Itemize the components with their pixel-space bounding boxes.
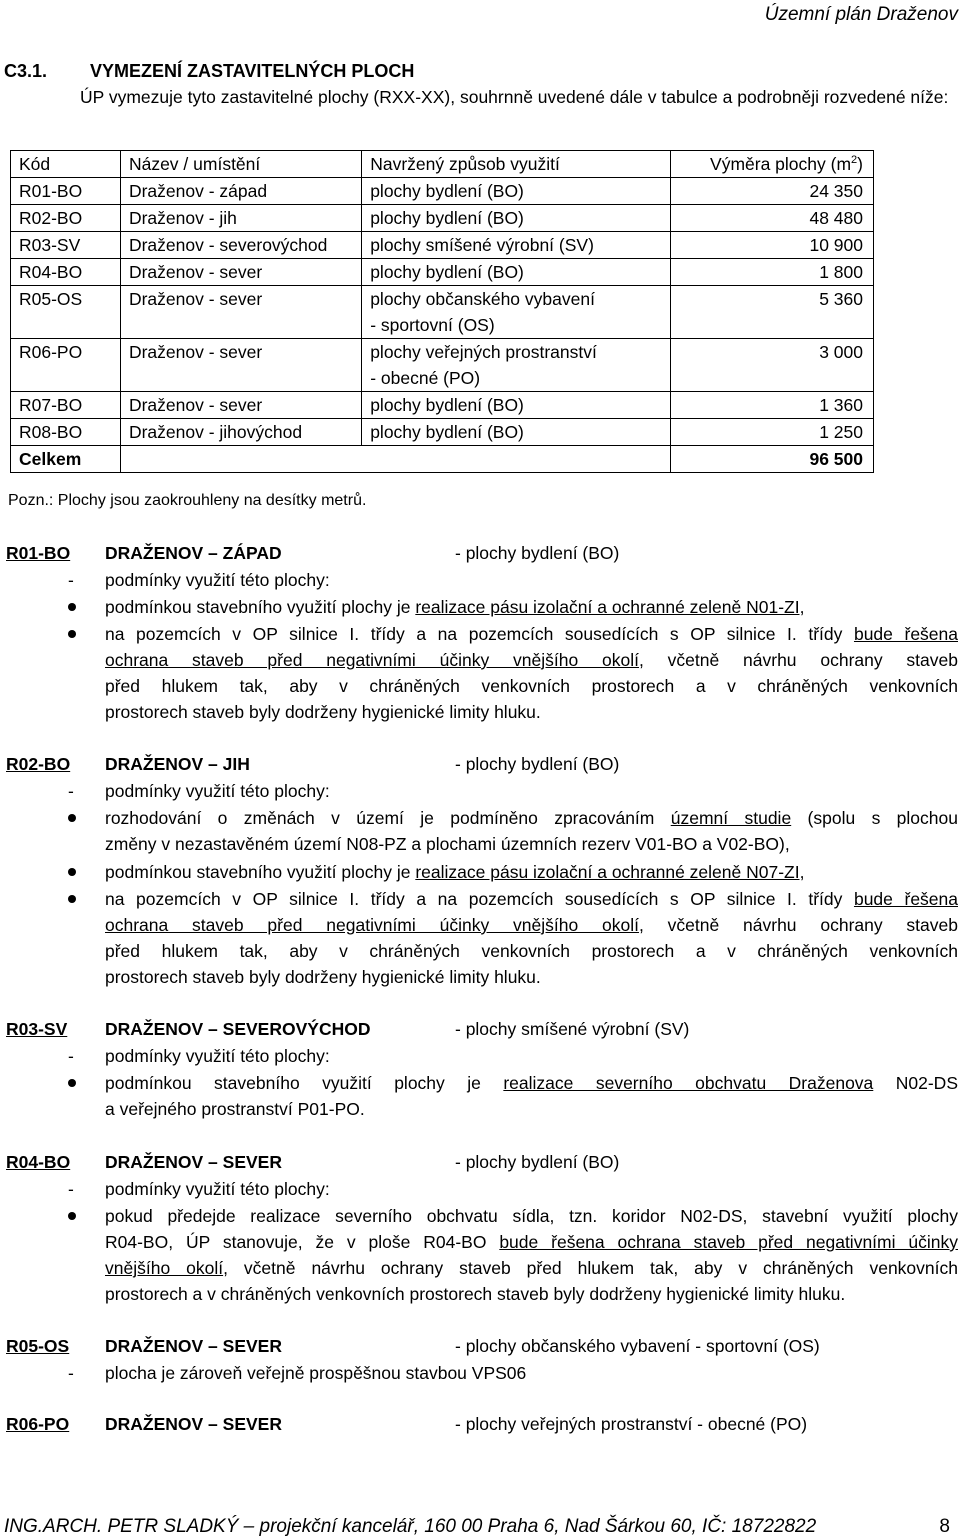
bullet-icon <box>68 805 78 815</box>
footer-text: ING.ARCH. PETR SLADKÝ – projekční kancelář, 160 00 Praha 6, Nad Šárkou 60, IČ: 18722822 <box>4 1516 817 1537</box>
total-spacer <box>120 446 670 473</box>
row-name: Draženov - sever <box>120 286 361 339</box>
r02-bullet-1: rozhodování o změnách v území je podmíněno zpracováním územní studie (spolu s plochou změny v nezastavěném území N08-PZ a plochami územních rezerv V01-BO a V02-BO), <box>105 808 958 854</box>
row-name: Draženov - sever <box>120 259 361 286</box>
r02-bullet-2: podmínkou stavebního využití plochy je realizace pásu izolační a ochranné zeleně N07-ZI, <box>105 862 805 882</box>
r04-bullet-1: pokud předejde realizace severního obchvatu sídla, tzn. koridor N02-DS, stavební využití plochy R04-BO, ÚP stanovuje, že v ploše R04-BO bude řešena ochrana staveb před negativními účinky vnějšího okolí, včetně návrhu ochrany staveb před hlukem tak, aby v chráněných venkovních prostorech a v chráněných venkovních prostorech staveb byly dodrženy hygienické limity hluku. <box>105 1206 958 1304</box>
header-name: Název / umístění <box>120 151 361 178</box>
r01-use: - plochy bydlení (BO) <box>455 543 620 563</box>
row-use: plochy smíšené výrobní (SV) <box>362 232 671 259</box>
row-use: plochy bydlení (BO) <box>362 259 671 286</box>
row-code: R04-BO <box>11 259 121 286</box>
r02-code: R02-BO <box>6 754 71 774</box>
document-title: Územní plán Draženov <box>764 4 958 25</box>
r05-use: - plochy občanského vybavení - sportovní (OS) <box>455 1336 820 1356</box>
header-area: Výměra plochy $(m^2)$ <box>670 151 873 178</box>
bullet-icon <box>68 621 78 631</box>
r03-code: R03-SV <box>6 1019 68 1039</box>
r04-conditions-label: podmínky využití této plochy: <box>105 1179 330 1199</box>
bullet-icon <box>68 886 78 896</box>
table-row <box>11 205 874 232</box>
r06-use: - plochy veřejných prostranství - obecné (PO) <box>455 1414 808 1434</box>
r01-code: R01-BO <box>6 543 71 563</box>
row-name: Draženov - jihovýchod <box>120 419 361 446</box>
row-area: 24 350 <box>670 178 873 205</box>
r03-name: DRAŽENOV – SEVEROVÝCHOD <box>105 1019 371 1039</box>
r02-dash: - <box>68 781 74 801</box>
total-label: Celkem <box>11 446 121 473</box>
table-total-row <box>11 446 874 473</box>
row-name: Draženov - západ <box>120 178 361 205</box>
row-area: 5 360 <box>670 286 873 339</box>
row-use: plochy bydlení (BO) <box>362 392 671 419</box>
row-use: plochy bydlení (BO) <box>362 205 671 232</box>
r05-code: R05-OS <box>6 1336 70 1356</box>
r03-conditions-label: podmínky využití této plochy: <box>105 1046 330 1066</box>
r02-use: - plochy bydlení (BO) <box>455 754 620 774</box>
table-row <box>11 259 874 286</box>
r01-bullet-1: podmínkou stavebního využití plochy je realizace pásu izolační a ochranné zeleně N01-ZI, <box>105 597 805 617</box>
table-row <box>11 178 874 205</box>
row-name: Draženov - sever <box>120 339 361 392</box>
table-note: Pozn.: Plochy jsou zaokrouhleny na desítky metrů. <box>8 492 367 509</box>
bullet-icon <box>68 859 78 869</box>
r04-name: DRAŽENOV – SEVER <box>105 1152 282 1172</box>
r02-conditions-label: podmínky využití této plochy: <box>105 781 330 801</box>
r05-dash: - <box>68 1363 74 1383</box>
r05-name: DRAŽENOV – SEVER <box>105 1336 282 1356</box>
table-row <box>11 232 874 259</box>
table-row <box>11 392 874 419</box>
page-footer <box>4 1514 950 1540</box>
row-use: plochy bydlení (BO) <box>362 178 671 205</box>
header-code: Kód <box>11 151 121 178</box>
r06-name: DRAŽENOV – SEVER <box>105 1414 282 1434</box>
row-area: 3 000 <box>670 339 873 392</box>
r04-use: - plochy bydlení (BO) <box>455 1152 620 1172</box>
row-code: R06-PO <box>11 339 121 392</box>
row-area: 10 900 <box>670 232 873 259</box>
r03-dash: - <box>68 1046 74 1066</box>
table-row <box>11 419 874 446</box>
row-area: 48 480 <box>670 205 873 232</box>
row-area: 1 250 <box>670 419 873 446</box>
row-name: Draženov - severovýchod <box>120 232 361 259</box>
areas-table <box>10 150 874 473</box>
r01-conditions-label: podmínky využití této plochy: <box>105 570 330 590</box>
row-code: R01-BO <box>11 178 121 205</box>
table-row <box>11 339 874 392</box>
row-code: R02-BO <box>11 205 121 232</box>
table-header-row <box>11 151 874 178</box>
row-name: Draženov - sever <box>120 392 361 419</box>
row-use: plochy občanského vybavení - sportovní (OS) <box>362 286 671 339</box>
row-code: R03-SV <box>11 232 121 259</box>
page-number: 8 <box>939 1516 950 1537</box>
section-intro: ÚP vymezuje tyto zastavitelné plochy (RXX-XX), souhrnně uvedené dále v tabulce a podrobněji rozvedené níže: <box>80 87 949 107</box>
r01-dash: - <box>68 570 74 590</box>
section-title: VYMEZENÍ ZASTAVITELNÝCH PLOCH <box>90 61 415 81</box>
r05-dash-text: plocha je zároveň veřejně prospěšnou stavbou VPS06 <box>105 1363 527 1383</box>
header-use: Navržený způsob využití <box>362 151 671 178</box>
table-row <box>11 286 874 339</box>
row-area: 1 360 <box>670 392 873 419</box>
section-number: C3.1. <box>4 61 48 81</box>
r01-bullet-2: na pozemcích v OP silnice I. třídy a na pozemcích sousedících s OP silnice I. třídy bude řešena ochrana staveb před negativními účinky vnějšího okolí, včetně návrhu ochrany staveb před hlukem tak, aby v chráněných venkovních prostorech a v chráněných venkovních prostorech staveb byly dodrženy hygienické limity hluku. <box>105 624 958 722</box>
row-name: Draženov - jih <box>120 205 361 232</box>
row-use: plochy bydlení (BO) <box>362 419 671 446</box>
r04-code: R04-BO <box>6 1152 71 1172</box>
row-code: R08-BO <box>11 419 121 446</box>
total-value: 96 500 <box>670 446 873 473</box>
r01-name: DRAŽENOV – ZÁPAD <box>105 543 282 563</box>
row-use: plochy veřejných prostranství - obecné (PO) <box>362 339 671 392</box>
row-area: 1 800 <box>670 259 873 286</box>
r03-bullet-1: podmínkou stavebního využití plochy je realizace severního obchvatu Draženova N02-DS a veřejného prostranství P01-PO. <box>105 1073 958 1119</box>
r04-dash: - <box>68 1179 74 1199</box>
bullet-icon <box>68 1070 78 1080</box>
r03-use: - plochy smíšené výrobní (SV) <box>455 1019 690 1039</box>
r06-code: R06-PO <box>6 1414 70 1434</box>
bullet-icon <box>68 594 78 604</box>
r02-name: DRAŽENOV – JIH <box>105 754 250 774</box>
bullet-icon <box>68 1203 78 1213</box>
row-code: R07-BO <box>11 392 121 419</box>
r02-bullet-3: na pozemcích v OP silnice I. třídy a na pozemcích sousedících s OP silnice I. třídy bude řešena ochrana staveb před negativními účinky vnějšího okolí, včetně návrhu ochrany staveb před hlukem tak, aby v chráněných venkovních prostorech a v chráněných venkovních prostorech staveb byly dodrženy hygienické limity hluku. <box>105 889 958 987</box>
row-code: R05-OS <box>11 286 121 339</box>
